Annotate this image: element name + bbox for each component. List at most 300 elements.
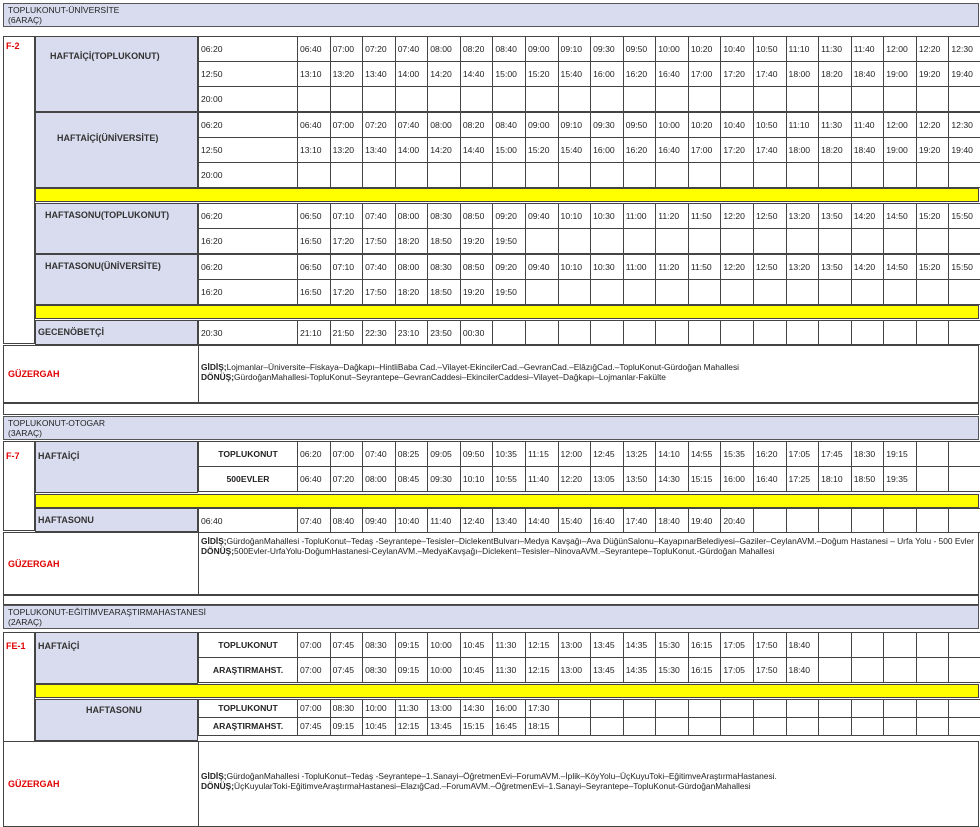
separator-bar bbox=[35, 305, 979, 319]
f2-time-cell: 15:20 bbox=[916, 203, 950, 229]
f7w-time-cell: 12:40 bbox=[460, 508, 494, 533]
f2-empty-cell bbox=[916, 320, 950, 345]
route-back: GürdoğanMahallesi-TopluKonut–Seyrantepe–GevranCaddesi–EkincilerCaddesi–Vilayet–Dağkapı–Lojmanlar-Fakülte bbox=[234, 372, 666, 382]
f2-time-cell: 12:20 bbox=[916, 36, 950, 62]
f7-time-cell: 19:35 bbox=[883, 466, 917, 492]
f2-time-cell: 12:50 bbox=[753, 203, 787, 229]
f2-empty-cell bbox=[818, 86, 852, 112]
f2-time-cell: 15:50 bbox=[948, 203, 980, 229]
fe1-empty-cell bbox=[818, 632, 852, 658]
f2-empty-cell bbox=[460, 86, 494, 112]
f2-time-cell: 11:10 bbox=[786, 112, 820, 138]
fe1w-time-cell: 07:45 bbox=[297, 717, 331, 736]
f2-empty-cell bbox=[688, 320, 722, 345]
f2-empty-cell bbox=[753, 162, 787, 188]
f2-empty-cell bbox=[851, 86, 885, 112]
fe1w-empty-cell bbox=[590, 699, 624, 718]
f2-time-cell: 06:50 bbox=[297, 254, 331, 280]
f7-time-cell: 12:20 bbox=[558, 466, 592, 492]
fe1-time-cell: 16:15 bbox=[688, 657, 722, 683]
fe1-time-cell: 18:40 bbox=[786, 632, 820, 658]
f2-time-cell: 09:40 bbox=[525, 254, 559, 280]
f2-time-cell: 17:50 bbox=[362, 279, 396, 305]
f7w-empty-cell bbox=[818, 508, 852, 533]
f2-time-cell: 11:50 bbox=[688, 203, 722, 229]
f2-time-cell: 17:40 bbox=[753, 61, 787, 87]
f2-time-cell: 16:20 bbox=[623, 61, 657, 87]
f2-time-cell: 18:00 bbox=[786, 137, 820, 163]
f2-time-cell: 23:10 bbox=[395, 320, 429, 345]
f2-empty-cell bbox=[362, 86, 396, 112]
fe1w-time-cell: 16:00 bbox=[492, 699, 526, 718]
f2-time-cell: 19:20 bbox=[916, 61, 950, 87]
f7-time-cell: 13:50 bbox=[623, 466, 657, 492]
f7-time-cell: 07:40 bbox=[362, 441, 396, 467]
separator-bar bbox=[35, 684, 979, 698]
route-back-label: DÖNÜŞ; bbox=[201, 781, 235, 791]
f7-time-cell: 07:00 bbox=[330, 441, 364, 467]
route-go-label: GİDİŞ; bbox=[201, 771, 227, 781]
fe1-time-cell: 18:40 bbox=[786, 657, 820, 683]
f2-time-cell: 10:10 bbox=[558, 203, 592, 229]
f7-time-cell: 17:45 bbox=[818, 441, 852, 467]
fe1-time-cell: 17:05 bbox=[720, 632, 754, 658]
fe1-time-cell: 10:00 bbox=[427, 632, 461, 658]
route-back-label: DÖNÜŞ; bbox=[201, 372, 235, 382]
f7-time-cell: 18:50 bbox=[851, 466, 885, 492]
f7w-time-cell: 18:40 bbox=[655, 508, 689, 533]
fe1w-empty-cell bbox=[818, 699, 852, 718]
f2-empty-cell bbox=[460, 162, 494, 188]
f2-empty-cell bbox=[525, 279, 559, 305]
f2-time-cell: 18:50 bbox=[427, 279, 461, 305]
f2-time-cell: 16:20 bbox=[198, 228, 298, 254]
f2-time-cell: 14:00 bbox=[395, 137, 429, 163]
f2-time-cell: 08:40 bbox=[492, 36, 526, 62]
fe1-empty-cell bbox=[948, 657, 980, 683]
route-code: F-2 bbox=[6, 41, 20, 51]
section-subtitle: (2ARAÇ) bbox=[8, 617, 43, 627]
f2-time-cell: 13:10 bbox=[297, 61, 331, 87]
f2-empty-cell bbox=[655, 279, 689, 305]
f2-time-cell: 07:10 bbox=[330, 203, 364, 229]
stop-name-cell: TOPLUKONUT bbox=[198, 632, 298, 658]
f2-time-cell: 20:00 bbox=[198, 162, 298, 188]
schedule-label: HAFTASONU(ÜNİVERSİTE) bbox=[45, 261, 161, 271]
fe1-time-cell: 08:30 bbox=[362, 632, 396, 658]
f7w-time-cell: 15:40 bbox=[558, 508, 592, 533]
f2-time-cell: 08:00 bbox=[427, 112, 461, 138]
route-back: 500Evler-UrfaYolu-DoğumHastanesi-CeylanAVM.–MedyaKavşağı–Diclekent–Tesisler–NinovaAVM.–Seyrantepe–TopluKonut.-Gürdoğan Mahallesi bbox=[234, 546, 775, 556]
f2-time-cell: 10:30 bbox=[590, 203, 624, 229]
f2-time-cell: 10:20 bbox=[688, 112, 722, 138]
f7-time-cell: 14:10 bbox=[655, 441, 689, 467]
f7w-time-cell: 11:40 bbox=[427, 508, 461, 533]
f2-time-cell: 11:20 bbox=[655, 254, 689, 280]
fe1-time-cell: 10:45 bbox=[460, 632, 494, 658]
f2-time-cell: 19:50 bbox=[492, 279, 526, 305]
f2-time-cell: 09:40 bbox=[525, 203, 559, 229]
fe1-empty-cell bbox=[916, 657, 950, 683]
f2-time-cell: 08:30 bbox=[427, 254, 461, 280]
f2-empty-cell bbox=[851, 279, 885, 305]
f2-time-cell: 19:00 bbox=[883, 137, 917, 163]
fe1w-empty-cell bbox=[883, 699, 917, 718]
fe1w-empty-cell bbox=[948, 699, 980, 718]
f2-time-cell: 17:50 bbox=[362, 228, 396, 254]
fe1w-empty-cell bbox=[655, 699, 689, 718]
fe1-time-cell: 07:45 bbox=[330, 632, 364, 658]
fe1w-empty-cell bbox=[623, 699, 657, 718]
fe1-empty-cell bbox=[883, 632, 917, 658]
fe1-time-cell: 08:30 bbox=[362, 657, 396, 683]
f7w-empty-cell bbox=[883, 508, 917, 533]
f2-empty-cell bbox=[688, 86, 722, 112]
f2-time-cell: 19:40 bbox=[948, 61, 980, 87]
fe1w-time-cell: 08:30 bbox=[330, 699, 364, 718]
route-go: Lojmanlar–Üniversite–Fiskaya–Dağkapı–HintliBaba Cad.–Vilayet-EkincilerCad.–GevranCad.–ElâzığCad.–TopluKonut-Gürdoğan Mahallesi bbox=[226, 362, 739, 372]
f2-time-cell: 07:40 bbox=[362, 254, 396, 280]
f2-empty-cell bbox=[623, 279, 657, 305]
f2-empty-cell bbox=[297, 86, 331, 112]
f2-time-cell: 18:20 bbox=[818, 61, 852, 87]
f2-time-cell: 17:20 bbox=[330, 279, 364, 305]
f2-time-cell: 13:20 bbox=[786, 254, 820, 280]
fe1-time-cell: 07:00 bbox=[297, 632, 331, 658]
fe1-time-cell: 14:35 bbox=[623, 657, 657, 683]
f2-time-cell: 00:30 bbox=[460, 320, 494, 345]
f2-time-cell: 09:30 bbox=[590, 112, 624, 138]
f7-time-cell: 08:25 bbox=[395, 441, 429, 467]
fe1-time-cell: 11:30 bbox=[492, 632, 526, 658]
f2-time-cell: 06:20 bbox=[198, 112, 298, 138]
f2-time-cell: 15:40 bbox=[558, 61, 592, 87]
f2-time-cell: 11:30 bbox=[818, 36, 852, 62]
f2-empty-cell bbox=[492, 320, 526, 345]
f2-time-cell: 19:00 bbox=[883, 61, 917, 87]
f2-empty-cell bbox=[525, 86, 559, 112]
fe1-empty-cell bbox=[851, 657, 885, 683]
f2-time-cell: 09:30 bbox=[590, 36, 624, 62]
f2-time-cell: 11:50 bbox=[688, 254, 722, 280]
stop-name-cell: TOPLUKONUT bbox=[198, 699, 298, 718]
f7w-time-cell: 10:40 bbox=[395, 508, 429, 533]
fe1-time-cell: 13:45 bbox=[590, 632, 624, 658]
f2-empty-cell bbox=[851, 228, 885, 254]
fe1w-empty-cell bbox=[851, 699, 885, 718]
f2-time-cell: 11:40 bbox=[851, 36, 885, 62]
f2-time-cell: 13:40 bbox=[362, 137, 396, 163]
f7w-time-cell: 07:40 bbox=[297, 508, 331, 533]
f7-time-cell: 15:35 bbox=[720, 441, 754, 467]
f2-time-cell: 12:20 bbox=[916, 112, 950, 138]
fe1-time-cell: 09:15 bbox=[395, 657, 429, 683]
route-code: FE-1 bbox=[6, 641, 26, 651]
route-text bbox=[201, 536, 976, 556]
fe1-time-cell: 11:30 bbox=[492, 657, 526, 683]
f2-empty-cell bbox=[818, 228, 852, 254]
f2-empty-cell bbox=[786, 320, 820, 345]
f2-time-cell: 16:20 bbox=[198, 279, 298, 305]
f7w-time-cell: 16:40 bbox=[590, 508, 624, 533]
fe1w-empty-cell bbox=[916, 717, 950, 736]
f2-time-cell: 06:50 bbox=[297, 203, 331, 229]
route-back: ÜçKuyularToki-EğitimveAraştırmaHastanesi–ElazığCad.–ForumAVM.–ÖğretmenEvi–1.Sanayi–Seyrantepe–TopluKonut-GürdoğanMahallesi bbox=[234, 781, 751, 791]
route-text bbox=[201, 771, 976, 791]
f2-time-cell: 16:50 bbox=[297, 279, 331, 305]
f7w-empty-cell bbox=[916, 508, 950, 533]
fe1-time-cell: 16:15 bbox=[688, 632, 722, 658]
f2-time-cell: 15:00 bbox=[492, 137, 526, 163]
f2-time-cell: 15:00 bbox=[492, 61, 526, 87]
f2-time-cell: 14:20 bbox=[427, 61, 461, 87]
f2-time-cell: 16:20 bbox=[623, 137, 657, 163]
f2-time-cell: 08:20 bbox=[460, 112, 494, 138]
fe1w-empty-cell bbox=[720, 699, 754, 718]
fe1-time-cell: 07:45 bbox=[330, 657, 364, 683]
f2-empty-cell bbox=[590, 86, 624, 112]
f2-time-cell: 13:20 bbox=[786, 203, 820, 229]
f7-empty-cell bbox=[916, 441, 950, 467]
f7-time-cell: 10:35 bbox=[492, 441, 526, 467]
f2-empty-cell bbox=[492, 162, 526, 188]
f2-time-cell: 14:40 bbox=[460, 61, 494, 87]
f2-time-cell: 15:20 bbox=[916, 254, 950, 280]
f7-time-cell: 13:25 bbox=[623, 441, 657, 467]
f2-time-cell: 09:20 bbox=[492, 254, 526, 280]
f2-time-cell: 11:00 bbox=[623, 254, 657, 280]
f2-time-cell: 16:40 bbox=[655, 137, 689, 163]
route-label: GÜZERGAH bbox=[8, 369, 60, 379]
f7-time-cell: 07:20 bbox=[330, 466, 364, 492]
f7w-empty-cell bbox=[851, 508, 885, 533]
f2-empty-cell bbox=[655, 228, 689, 254]
fe1w-time-cell: 16:45 bbox=[492, 717, 526, 736]
f2-time-cell: 11:20 bbox=[655, 203, 689, 229]
fe1w-empty-cell bbox=[688, 699, 722, 718]
f2-time-cell: 18:00 bbox=[786, 61, 820, 87]
separator-bar bbox=[35, 494, 979, 508]
section-header bbox=[3, 3, 979, 27]
f2-time-cell: 10:50 bbox=[753, 112, 787, 138]
f2-time-cell: 07:10 bbox=[330, 254, 364, 280]
f2-time-cell: 11:40 bbox=[851, 112, 885, 138]
f2-empty-cell bbox=[590, 228, 624, 254]
fe1w-empty-cell bbox=[916, 699, 950, 718]
f2-time-cell: 11:10 bbox=[786, 36, 820, 62]
stop-name-cell: 500EVLER bbox=[198, 466, 298, 492]
schedule-label: HAFTASONU bbox=[38, 515, 94, 525]
fe1w-time-cell: 09:15 bbox=[330, 717, 364, 736]
f7-time-cell: 11:15 bbox=[525, 441, 559, 467]
f2-time-cell: 08:00 bbox=[395, 203, 429, 229]
route-go: GürdoğanMahallesi -TopluKonut–Tedaş -Seyrantepe–Tesisler–DiclekentBulvarı–Medya Kavşağı–Ava DüğünSalonu–KayapınarBelediyesi–Gaziler–CeylanAVM.–Doğum Hastanesi – Urfa Yolu - 500 Evler bbox=[226, 536, 974, 546]
fe1w-time-cell: 12:15 bbox=[395, 717, 429, 736]
f2-empty-cell bbox=[851, 162, 885, 188]
f2-time-cell: 15:20 bbox=[525, 61, 559, 87]
f2-time-cell: 10:30 bbox=[590, 254, 624, 280]
route-code: F-7 bbox=[6, 451, 20, 461]
fe1w-empty-cell bbox=[590, 717, 624, 736]
f7-time-cell: 12:45 bbox=[590, 441, 624, 467]
f2-time-cell: 14:50 bbox=[883, 203, 917, 229]
f2-time-cell: 21:50 bbox=[330, 320, 364, 345]
f2-empty-cell bbox=[558, 279, 592, 305]
f2-empty-cell bbox=[558, 86, 592, 112]
f2-time-cell: 17:00 bbox=[688, 61, 722, 87]
fe1-empty-cell bbox=[948, 632, 980, 658]
f2-empty-cell bbox=[688, 279, 722, 305]
f2-time-cell: 07:40 bbox=[362, 203, 396, 229]
route-label: GÜZERGAH bbox=[8, 779, 60, 789]
f2-time-cell: 13:20 bbox=[330, 137, 364, 163]
schedule-label: HAFTASONU bbox=[86, 705, 142, 715]
f2-empty-cell bbox=[818, 162, 852, 188]
fe1w-empty-cell bbox=[818, 717, 852, 736]
f7-time-cell: 06:20 bbox=[297, 441, 331, 467]
f2-empty-cell bbox=[883, 228, 917, 254]
f2-empty-cell bbox=[427, 86, 461, 112]
f7-time-cell: 09:30 bbox=[427, 466, 461, 492]
f2-time-cell: 16:40 bbox=[655, 61, 689, 87]
f2-empty-cell bbox=[948, 86, 980, 112]
spacer bbox=[3, 595, 979, 605]
route-go: GürdoğanMahallesi -TopluKonut–Tedaş -Seyrantepe–1.Sanayi–ÖğretmenEvi–ForumAVM.–İplik–KöyYolu–ÜçKuyuToki–EğitimveAraştırmaHastanesi. bbox=[226, 771, 777, 781]
f7-time-cell: 14:30 bbox=[655, 466, 689, 492]
f2-time-cell: 07:20 bbox=[362, 112, 396, 138]
fe1-time-cell: 10:45 bbox=[460, 657, 494, 683]
f2-time-cell: 12:50 bbox=[198, 61, 298, 87]
schedule-label: HAFTAİÇİ bbox=[38, 451, 80, 461]
f2-time-cell: 09:00 bbox=[525, 112, 559, 138]
schedule-label-cell bbox=[35, 112, 198, 188]
f2-empty-cell bbox=[525, 320, 559, 345]
f7w-time-cell: 20:40 bbox=[720, 508, 754, 533]
f2-time-cell: 16:50 bbox=[297, 228, 331, 254]
f2-time-cell: 17:20 bbox=[330, 228, 364, 254]
f7-time-cell: 18:10 bbox=[818, 466, 852, 492]
f2-time-cell: 12:50 bbox=[753, 254, 787, 280]
f2-time-cell: 16:00 bbox=[590, 61, 624, 87]
f7w-time-cell: 06:40 bbox=[198, 508, 298, 533]
f2-empty-cell bbox=[330, 86, 364, 112]
f2-time-cell: 09:50 bbox=[623, 112, 657, 138]
fe1w-time-cell: 13:00 bbox=[427, 699, 461, 718]
section-subtitle: (3ARAÇ) bbox=[8, 428, 43, 438]
fe1w-empty-cell bbox=[786, 717, 820, 736]
f7-time-cell: 17:05 bbox=[786, 441, 820, 467]
f2-time-cell: 18:50 bbox=[427, 228, 461, 254]
f2-time-cell: 07:00 bbox=[330, 112, 364, 138]
fe1-time-cell: 15:30 bbox=[655, 632, 689, 658]
route-label: GÜZERGAH bbox=[8, 558, 60, 569]
f2-empty-cell bbox=[623, 162, 657, 188]
fe1-empty-cell bbox=[851, 632, 885, 658]
f7-time-cell: 09:05 bbox=[427, 441, 461, 467]
f2-time-cell: 22:30 bbox=[362, 320, 396, 345]
f2-time-cell: 18:40 bbox=[851, 137, 885, 163]
f2-time-cell: 12:20 bbox=[720, 203, 754, 229]
f2-empty-cell bbox=[948, 320, 980, 345]
f2-time-cell: 10:40 bbox=[720, 112, 754, 138]
f2-empty-cell bbox=[753, 228, 787, 254]
f2-empty-cell bbox=[786, 228, 820, 254]
f2-empty-cell bbox=[558, 320, 592, 345]
f2-time-cell: 08:50 bbox=[460, 254, 494, 280]
f2-time-cell: 10:50 bbox=[753, 36, 787, 62]
f2-time-cell: 14:20 bbox=[851, 203, 885, 229]
f2-time-cell: 10:00 bbox=[655, 112, 689, 138]
f2-empty-cell bbox=[818, 279, 852, 305]
section-header bbox=[3, 605, 979, 629]
f2-time-cell: 12:20 bbox=[720, 254, 754, 280]
route-back-label: DÖNÜŞ; bbox=[201, 546, 235, 556]
f7w-time-cell: 09:40 bbox=[362, 508, 396, 533]
f2-empty-cell bbox=[786, 162, 820, 188]
f2-empty-cell bbox=[362, 162, 396, 188]
f2-empty-cell bbox=[818, 320, 852, 345]
fe1w-time-cell: 07:00 bbox=[297, 699, 331, 718]
f2-empty-cell bbox=[720, 162, 754, 188]
f2-time-cell: 17:20 bbox=[720, 137, 754, 163]
f2-time-cell: 19:50 bbox=[492, 228, 526, 254]
f2-time-cell: 17:20 bbox=[720, 61, 754, 87]
f2-time-cell: 16:00 bbox=[590, 137, 624, 163]
fe1-time-cell: 10:00 bbox=[427, 657, 461, 683]
fe1w-empty-cell bbox=[655, 717, 689, 736]
f2-time-cell: 17:00 bbox=[688, 137, 722, 163]
f2-empty-cell bbox=[883, 162, 917, 188]
f2-time-cell: 09:10 bbox=[558, 36, 592, 62]
f7-time-cell: 12:00 bbox=[558, 441, 592, 467]
fe1-time-cell: 15:30 bbox=[655, 657, 689, 683]
fe1w-empty-cell bbox=[720, 717, 754, 736]
f2-time-cell: 09:20 bbox=[492, 203, 526, 229]
f7-time-cell: 11:40 bbox=[525, 466, 559, 492]
f7w-time-cell: 08:40 bbox=[330, 508, 364, 533]
f2-empty-cell bbox=[655, 86, 689, 112]
f7-time-cell: 06:40 bbox=[297, 466, 331, 492]
f2-time-cell: 12:30 bbox=[948, 36, 980, 62]
f2-time-cell: 10:10 bbox=[558, 254, 592, 280]
f2-time-cell: 12:00 bbox=[883, 36, 917, 62]
fe1w-empty-cell bbox=[558, 699, 592, 718]
f7-time-cell: 09:50 bbox=[460, 441, 494, 467]
route-divider bbox=[198, 741, 199, 827]
f2-empty-cell bbox=[623, 86, 657, 112]
f2-time-cell: 20:30 bbox=[198, 320, 298, 345]
fe1w-empty-cell bbox=[948, 717, 980, 736]
f2-empty-cell bbox=[916, 86, 950, 112]
fe1w-time-cell: 11:30 bbox=[395, 699, 429, 718]
f7w-time-cell: 17:40 bbox=[623, 508, 657, 533]
f2-empty-cell bbox=[558, 228, 592, 254]
fe1w-time-cell: 10:00 bbox=[362, 699, 396, 718]
f2-empty-cell bbox=[492, 86, 526, 112]
f7-time-cell: 15:15 bbox=[688, 466, 722, 492]
f2-empty-cell bbox=[883, 320, 917, 345]
f2-time-cell: 23:50 bbox=[427, 320, 461, 345]
f7-time-cell: 10:55 bbox=[492, 466, 526, 492]
f2-time-cell: 10:20 bbox=[688, 36, 722, 62]
f7-time-cell: 13:05 bbox=[590, 466, 624, 492]
f2-time-cell: 13:10 bbox=[297, 137, 331, 163]
f2-time-cell: 20:00 bbox=[198, 86, 298, 112]
f2-empty-cell bbox=[786, 86, 820, 112]
f2-time-cell: 13:50 bbox=[818, 254, 852, 280]
fe1w-empty-cell bbox=[753, 699, 787, 718]
f2-time-cell: 08:00 bbox=[395, 254, 429, 280]
